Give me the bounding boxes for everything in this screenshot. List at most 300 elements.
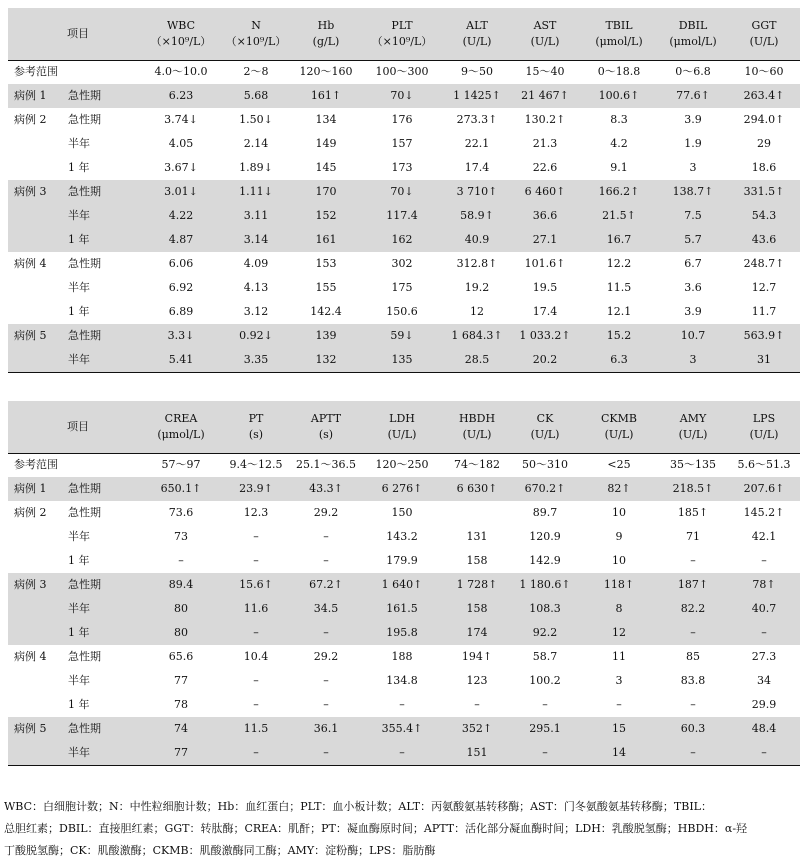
value-cell: 195.8 bbox=[386, 626, 418, 639]
reference-value: 9.4～12.5 bbox=[229, 458, 283, 471]
header-unit: (U/L) bbox=[530, 428, 560, 441]
value-cell: 19.5 bbox=[532, 281, 558, 294]
value-cell: 17.4 bbox=[464, 161, 490, 174]
value-cell: 22.1 bbox=[464, 137, 490, 150]
reference-value: 0～6.8 bbox=[675, 65, 711, 78]
value-cell: 331.5↑ bbox=[743, 185, 785, 198]
reference-value: 4.0～10.0 bbox=[154, 65, 208, 78]
header-unit: (s) bbox=[248, 428, 264, 441]
abbreviation-footnote bbox=[4, 796, 804, 862]
header-name: PLT bbox=[391, 19, 413, 32]
header-name: TBIL bbox=[605, 19, 633, 32]
value-cell: 188 bbox=[391, 650, 413, 663]
table-row bbox=[8, 501, 800, 525]
value-cell: 82.2 bbox=[680, 602, 706, 615]
value-cell: 10 bbox=[612, 506, 626, 519]
value-cell: 85 bbox=[686, 650, 700, 663]
value-cell: 23.9↑ bbox=[239, 482, 273, 495]
header-cell-0 bbox=[48, 8, 108, 60]
value-cell: 5.41 bbox=[168, 353, 194, 366]
value-cell: 22.6 bbox=[532, 161, 558, 174]
value-cell: 11.6 bbox=[243, 602, 269, 615]
table-row bbox=[8, 252, 800, 276]
header-unit: (U/L) bbox=[604, 428, 634, 441]
footnote-line: WBC：白细胞计数；N：中性粒细胞计数；Hb：血红蛋白；PLT：血小板计数；ALT：丙氨酸氨基转移酶；AST：门冬氨酸氨基转移酶；TBIL： bbox=[4, 800, 712, 813]
value-cell: – bbox=[690, 626, 696, 639]
value-cell: 70↓ bbox=[390, 185, 414, 198]
value-cell: 11.5 bbox=[243, 722, 269, 735]
value-cell: 6 276↑ bbox=[381, 482, 423, 495]
value-cell bbox=[440, 501, 514, 525]
phase-label: 半年 bbox=[68, 353, 90, 366]
reference-value: 74～182 bbox=[454, 458, 500, 471]
value-cell: 134 bbox=[315, 113, 337, 126]
value-cell: – bbox=[253, 674, 259, 687]
value-cell: 162 bbox=[391, 233, 413, 246]
value-cell: 80 bbox=[174, 602, 188, 615]
value-cell: 2.14 bbox=[243, 137, 269, 150]
value-cell: 118↑ bbox=[603, 578, 635, 591]
value-cell: 1 1425↑ bbox=[453, 89, 501, 102]
value-cell: 1 180.6↑ bbox=[519, 578, 571, 591]
value-cell: 16.7 bbox=[606, 233, 632, 246]
value-cell: 120.9 bbox=[529, 530, 561, 543]
value-cell: 36.6 bbox=[532, 209, 558, 222]
header-unit: (s) bbox=[318, 428, 334, 441]
table-row bbox=[8, 84, 800, 108]
value-cell: 10.4 bbox=[243, 650, 269, 663]
header-name: N bbox=[251, 19, 261, 32]
value-cell: 670.2↑ bbox=[524, 482, 566, 495]
value-cell: 248.7↑ bbox=[743, 257, 785, 270]
header-cell-3 bbox=[291, 8, 361, 60]
value-cell: 161.5 bbox=[386, 602, 418, 615]
value-cell: 12 bbox=[470, 305, 484, 318]
header-cell-0 bbox=[48, 401, 108, 453]
value-cell: 6 630↑ bbox=[456, 482, 498, 495]
value-cell: – bbox=[616, 698, 622, 711]
case-label: 病例 2 bbox=[14, 506, 47, 519]
value-cell: – bbox=[690, 698, 696, 711]
value-cell: 143.2 bbox=[386, 530, 418, 543]
header-unit: (μmol/L) bbox=[595, 35, 643, 48]
value-cell: 40.7 bbox=[751, 602, 777, 615]
value-cell: – bbox=[690, 554, 696, 567]
value-cell: 155 bbox=[315, 281, 337, 294]
table-row bbox=[8, 693, 800, 717]
value-cell: 4.87 bbox=[168, 233, 194, 246]
value-cell: 3 bbox=[689, 161, 697, 174]
value-cell: 77 bbox=[174, 674, 188, 687]
value-cell: 12.2 bbox=[606, 257, 632, 270]
case-label: 病例 3 bbox=[14, 185, 47, 198]
value-cell: 6.23 bbox=[168, 89, 194, 102]
value-cell: 43.3↑ bbox=[309, 482, 343, 495]
value-cell: 3.11 bbox=[243, 209, 269, 222]
value-cell: 1.11↓ bbox=[239, 185, 273, 198]
table-row bbox=[8, 132, 800, 156]
value-cell: 40.9 bbox=[464, 233, 490, 246]
value-cell: 194↑ bbox=[461, 650, 493, 663]
value-cell: 48.4 bbox=[751, 722, 777, 735]
header-unit: (U/L) bbox=[749, 428, 779, 441]
value-cell: 74 bbox=[174, 722, 188, 735]
value-cell: 12.1 bbox=[606, 305, 632, 318]
table-row bbox=[8, 156, 800, 180]
case-label: 病例 4 bbox=[14, 257, 47, 270]
value-cell: – bbox=[323, 698, 329, 711]
table-row bbox=[8, 204, 800, 228]
value-cell: 1.50↓ bbox=[239, 113, 273, 126]
value-cell: 312.8↑ bbox=[456, 257, 498, 270]
value-cell: 29.2 bbox=[313, 650, 339, 663]
value-cell: 3.6 bbox=[684, 281, 702, 294]
value-cell: 60.3 bbox=[680, 722, 706, 735]
phase-label: 半年 bbox=[68, 281, 90, 294]
table-row bbox=[8, 525, 800, 549]
value-cell: 3.35 bbox=[243, 353, 269, 366]
value-cell: 3.12 bbox=[243, 305, 269, 318]
value-cell: 15 bbox=[612, 722, 626, 735]
value-cell: 3.01↓ bbox=[164, 185, 198, 198]
case-label: 病例 2 bbox=[14, 113, 47, 126]
value-cell: 187↑ bbox=[677, 578, 709, 591]
value-cell: 29.9 bbox=[751, 698, 777, 711]
value-cell: 145.2↑ bbox=[743, 506, 785, 519]
reference-value: 100～300 bbox=[375, 65, 429, 78]
reference-value: 5.6～51.3 bbox=[737, 458, 791, 471]
value-cell: 263.4↑ bbox=[743, 89, 785, 102]
value-cell: 67.2↑ bbox=[309, 578, 343, 591]
header-cell-6 bbox=[508, 401, 582, 453]
reference-value: 120～160 bbox=[299, 65, 353, 78]
value-cell: 12.3 bbox=[243, 506, 269, 519]
value-cell: 73 bbox=[174, 530, 188, 543]
footnote-line: 总胆红素；DBIL：直接胆红素；GGT：转肽酶；CREA：肌酐；PT：凝血酶原时间；APTT：活化部分凝血酶时间；LDH：乳酸脱氢酶；HBDH：α-羟 bbox=[4, 822, 748, 835]
value-cell: – bbox=[253, 626, 259, 639]
header-name: Hb bbox=[317, 19, 335, 32]
value-cell: 92.2 bbox=[532, 626, 558, 639]
value-cell: 73.6 bbox=[168, 506, 194, 519]
value-cell: 78↑ bbox=[752, 578, 776, 591]
value-cell: 302 bbox=[391, 257, 413, 270]
value-cell: 6.92 bbox=[168, 281, 194, 294]
value-cell: 6.7 bbox=[684, 257, 702, 270]
value-cell: 8 bbox=[615, 602, 623, 615]
value-cell: 9.1 bbox=[610, 161, 628, 174]
value-cell: 123 bbox=[466, 674, 488, 687]
value-cell: 1 684.3↑ bbox=[451, 329, 503, 342]
value-cell: 18.6 bbox=[751, 161, 777, 174]
value-cell: 218.5↑ bbox=[672, 482, 714, 495]
value-cell: 185↑ bbox=[677, 506, 709, 519]
value-cell: 6.3 bbox=[610, 353, 628, 366]
value-cell: 78 bbox=[174, 698, 188, 711]
value-cell: 27.3 bbox=[751, 650, 777, 663]
header-unit: （×10⁹/L） bbox=[225, 35, 287, 48]
table-bottom-rule bbox=[8, 765, 800, 766]
value-cell: 34 bbox=[757, 674, 771, 687]
phase-label: 急性期 bbox=[68, 257, 101, 270]
value-cell: 4.22 bbox=[168, 209, 194, 222]
value-cell: 174 bbox=[466, 626, 488, 639]
value-cell: 8.3 bbox=[610, 113, 628, 126]
header-cell-8 bbox=[656, 401, 730, 453]
phase-label: 急性期 bbox=[68, 650, 101, 663]
value-cell: 1.89↓ bbox=[239, 161, 273, 174]
table-row bbox=[8, 621, 800, 645]
value-cell: 80 bbox=[174, 626, 188, 639]
value-cell: 3 710↑ bbox=[456, 185, 498, 198]
phase-label: 急性期 bbox=[68, 89, 101, 102]
value-cell: 6.89 bbox=[168, 305, 194, 318]
reference-value: 9～50 bbox=[461, 65, 493, 78]
reference-range-row bbox=[8, 60, 800, 84]
phase-label: 半年 bbox=[68, 602, 90, 615]
value-cell: – bbox=[253, 698, 259, 711]
header-cell-7 bbox=[582, 8, 656, 60]
reference-label: 参考范围 bbox=[14, 65, 58, 78]
header-name: HBDH bbox=[458, 412, 496, 425]
header-cell-3 bbox=[291, 401, 361, 453]
header-unit: (g/L) bbox=[312, 35, 340, 48]
phase-label: 半年 bbox=[68, 674, 90, 687]
value-cell: 3.9 bbox=[684, 113, 702, 126]
value-cell: 59↓ bbox=[390, 329, 414, 342]
value-cell: 131 bbox=[466, 530, 488, 543]
value-cell: 3.74↓ bbox=[164, 113, 198, 126]
reference-value: 35～135 bbox=[670, 458, 716, 471]
header-name: AMY bbox=[679, 412, 707, 425]
value-cell: 5.68 bbox=[243, 89, 269, 102]
value-cell: 4.09 bbox=[243, 257, 269, 270]
value-cell: 11.5 bbox=[606, 281, 632, 294]
value-cell: 9 bbox=[615, 530, 623, 543]
value-cell: 101.6↑ bbox=[524, 257, 566, 270]
header-name: PT bbox=[248, 412, 264, 425]
value-cell: 142.9 bbox=[529, 554, 561, 567]
value-cell: 12 bbox=[612, 626, 626, 639]
header-name: LDH bbox=[389, 412, 415, 425]
reference-value: 10～60 bbox=[744, 65, 784, 78]
header-unit: (U/L) bbox=[530, 35, 560, 48]
value-cell: 563.9↑ bbox=[743, 329, 785, 342]
header-unit: (U/L) bbox=[678, 428, 708, 441]
table-row bbox=[8, 348, 800, 372]
table-row bbox=[8, 669, 800, 693]
table-header-row bbox=[8, 8, 800, 60]
reference-value: 25.1～36.5 bbox=[296, 458, 356, 471]
reference-value: 2～8 bbox=[243, 65, 269, 78]
value-cell: 77.6↑ bbox=[676, 89, 710, 102]
value-cell: 355.4↑ bbox=[381, 722, 423, 735]
value-cell: – bbox=[253, 746, 259, 759]
value-cell: – bbox=[323, 554, 329, 567]
value-cell: 6.06 bbox=[168, 257, 194, 270]
header-unit: (U/L) bbox=[387, 428, 417, 441]
header-cell-1 bbox=[146, 401, 216, 453]
value-cell: – bbox=[542, 698, 548, 711]
header-cell-5 bbox=[440, 401, 514, 453]
header-unit: (μmol/L) bbox=[669, 35, 717, 48]
header-unit: (U/L) bbox=[462, 35, 492, 48]
header-name: APTT bbox=[310, 412, 342, 425]
value-cell: 153 bbox=[315, 257, 337, 270]
table-row bbox=[8, 741, 800, 765]
value-cell: – bbox=[323, 674, 329, 687]
value-cell: 294.0↑ bbox=[743, 113, 785, 126]
value-cell: 175 bbox=[391, 281, 413, 294]
table-row bbox=[8, 228, 800, 252]
header-cell-4 bbox=[362, 401, 442, 453]
value-cell: 3.14 bbox=[243, 233, 269, 246]
value-cell: – bbox=[761, 626, 767, 639]
value-cell: 11 bbox=[612, 650, 626, 663]
table-row bbox=[8, 276, 800, 300]
value-cell: 135 bbox=[391, 353, 413, 366]
phase-label: 急性期 bbox=[68, 482, 101, 495]
reference-value: 0～18.8 bbox=[597, 65, 641, 78]
header-name: GGT bbox=[751, 19, 777, 32]
phase-label: 急性期 bbox=[68, 506, 101, 519]
value-cell: 89.4 bbox=[168, 578, 194, 591]
header-name: CREA bbox=[164, 412, 198, 425]
phase-label: 1 年 bbox=[68, 305, 90, 318]
value-cell: 0.92↓ bbox=[239, 329, 273, 342]
reference-value: 57～97 bbox=[161, 458, 201, 471]
value-cell: 21.5↑ bbox=[602, 209, 636, 222]
value-cell: 149 bbox=[315, 137, 337, 150]
value-cell: 100.6↑ bbox=[598, 89, 640, 102]
value-cell: 152 bbox=[315, 209, 337, 222]
value-cell: 145 bbox=[315, 161, 337, 174]
phase-label: 急性期 bbox=[68, 113, 101, 126]
value-cell: 100.2 bbox=[529, 674, 561, 687]
value-cell: – bbox=[178, 554, 184, 567]
case-label: 病例 5 bbox=[14, 722, 47, 735]
phase-label: 1 年 bbox=[68, 161, 90, 174]
header-unit: (μmol/L) bbox=[157, 428, 205, 441]
lab-table-part2 bbox=[8, 401, 800, 765]
value-cell: 157 bbox=[391, 137, 413, 150]
table-row bbox=[8, 573, 800, 597]
value-cell: 207.6↑ bbox=[743, 482, 785, 495]
value-cell: 4.05 bbox=[168, 137, 194, 150]
value-cell: 1 640↑ bbox=[381, 578, 423, 591]
header-cell-4 bbox=[362, 8, 442, 60]
reference-value: 120～250 bbox=[375, 458, 429, 471]
value-cell: 139 bbox=[315, 329, 337, 342]
table-row bbox=[8, 324, 800, 348]
header-cell-5 bbox=[440, 8, 514, 60]
header-name: AST bbox=[533, 19, 557, 32]
value-cell: 5.7 bbox=[684, 233, 702, 246]
header-unit: （×10⁹/L） bbox=[371, 35, 433, 48]
value-cell: 6 460↑ bbox=[524, 185, 566, 198]
table-row bbox=[8, 549, 800, 573]
table-row bbox=[8, 645, 800, 669]
phase-label: 1 年 bbox=[68, 626, 90, 639]
value-cell: – bbox=[399, 698, 405, 711]
value-cell: 58.9↑ bbox=[460, 209, 494, 222]
value-cell: 3 bbox=[689, 353, 697, 366]
table-row bbox=[8, 717, 800, 741]
value-cell: 1 033.2↑ bbox=[519, 329, 571, 342]
value-cell: 31 bbox=[757, 353, 771, 366]
value-cell: 28.5 bbox=[464, 353, 490, 366]
value-cell: 14 bbox=[612, 746, 626, 759]
value-cell: 4.13 bbox=[243, 281, 269, 294]
value-cell: 10.7 bbox=[680, 329, 706, 342]
value-cell: 42.1 bbox=[751, 530, 777, 543]
value-cell: 650.1↑ bbox=[160, 482, 202, 495]
case-label: 病例 1 bbox=[14, 482, 47, 495]
value-cell: 4.2 bbox=[610, 137, 628, 150]
value-cell: 15.6↑ bbox=[239, 578, 273, 591]
table-row bbox=[8, 180, 800, 204]
value-cell: 21 467↑ bbox=[521, 89, 569, 102]
value-cell: 150 bbox=[391, 506, 413, 519]
value-cell: 176 bbox=[391, 113, 413, 126]
header-name: CKMB bbox=[601, 412, 637, 425]
value-cell: 3.9 bbox=[684, 305, 702, 318]
header-cell-2 bbox=[221, 8, 291, 60]
reference-value: <25 bbox=[607, 458, 631, 471]
table-header-row bbox=[8, 401, 800, 453]
value-cell: – bbox=[690, 746, 696, 759]
value-cell: 10 bbox=[612, 554, 626, 567]
header-name: 项目 bbox=[67, 420, 89, 433]
header-cell-2 bbox=[221, 401, 291, 453]
case-label: 病例 5 bbox=[14, 329, 47, 342]
value-cell: 151 bbox=[466, 746, 488, 759]
value-cell: 173 bbox=[391, 161, 413, 174]
phase-label: 1 年 bbox=[68, 554, 90, 567]
reference-value: 50～310 bbox=[522, 458, 568, 471]
header-cell-9 bbox=[728, 401, 800, 453]
phase-label: 半年 bbox=[68, 137, 90, 150]
value-cell: 15.2 bbox=[606, 329, 632, 342]
value-cell: 142.4 bbox=[310, 305, 342, 318]
lab-table-part1 bbox=[8, 8, 800, 372]
header-name: CK bbox=[536, 412, 554, 425]
value-cell: 17.4 bbox=[532, 305, 558, 318]
value-cell: 82↑ bbox=[607, 482, 631, 495]
header-name: LPS bbox=[752, 412, 776, 425]
value-cell: 19.2 bbox=[464, 281, 490, 294]
value-cell: 83.8 bbox=[680, 674, 706, 687]
value-cell: 161↑ bbox=[310, 89, 342, 102]
footnote-line: 丁酸脱氢酶；CK：肌酸激酶；CKMB：肌酸激酶同工酶；AMY：淀粉酶；LPS：脂肪酶 bbox=[4, 844, 436, 857]
value-cell: 29 bbox=[757, 137, 771, 150]
value-cell: 117.4 bbox=[386, 209, 418, 222]
value-cell: 170 bbox=[315, 185, 337, 198]
header-cell-7 bbox=[582, 401, 656, 453]
phase-label: 半年 bbox=[68, 209, 90, 222]
value-cell: 3.3↓ bbox=[167, 329, 195, 342]
value-cell: 36.1 bbox=[313, 722, 339, 735]
value-cell: 3 bbox=[615, 674, 623, 687]
phase-label: 1 年 bbox=[68, 698, 90, 711]
header-name: DBIL bbox=[678, 19, 708, 32]
case-label: 病例 4 bbox=[14, 650, 47, 663]
header-unit: （×10⁹/L） bbox=[150, 35, 212, 48]
value-cell: 161 bbox=[315, 233, 337, 246]
header-cell-8 bbox=[656, 8, 730, 60]
phase-label: 半年 bbox=[68, 530, 90, 543]
value-cell: 65.6 bbox=[168, 650, 194, 663]
header-cell-9 bbox=[728, 8, 800, 60]
